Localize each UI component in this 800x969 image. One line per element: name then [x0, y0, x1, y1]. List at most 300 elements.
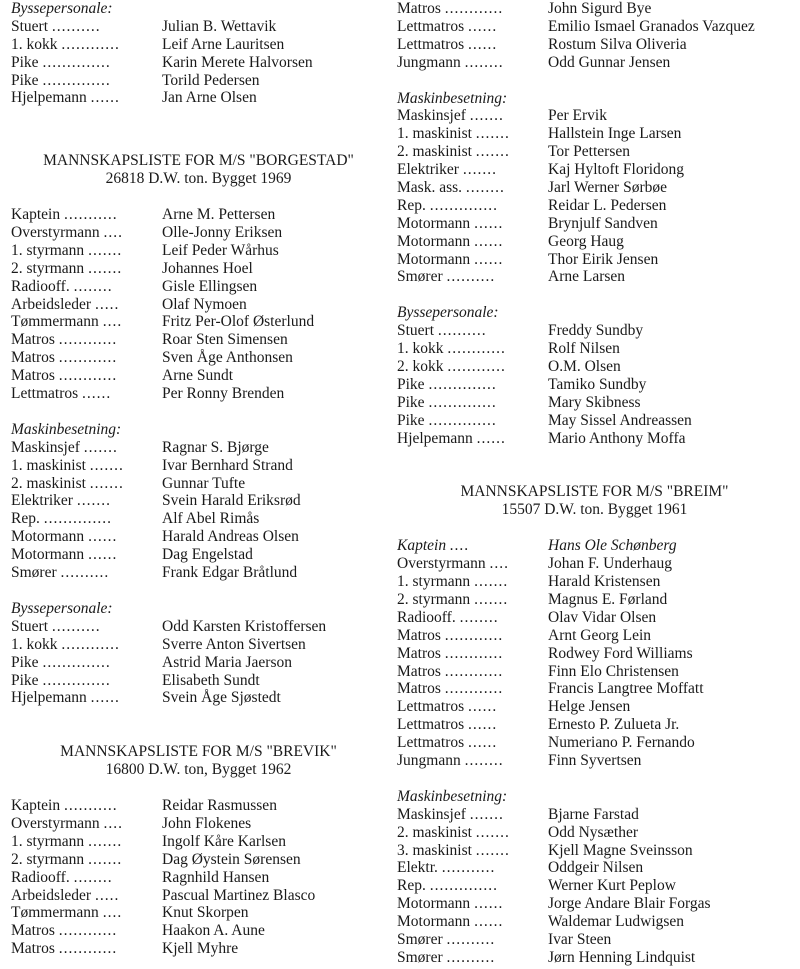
leader-dots: ............	[444, 644, 504, 662]
leader-dots: ............	[444, 626, 504, 644]
leader-dots: ............	[447, 340, 506, 358]
crew-member-name: Hallstein Inge Larsen	[548, 125, 682, 143]
crew-member-name: Thor Eirik Jensen	[548, 250, 659, 268]
crew-role	[11, 672, 162, 690]
ship-list-title: MANNSKAPSLISTE FOR M/S "BREVIK"	[60, 743, 337, 761]
crew-member-name: Ernesto P. Zulueta Jr.	[548, 716, 680, 734]
crew-member-name: Oddgeir Nilsen	[548, 859, 644, 877]
leader-dots: ......	[474, 232, 504, 250]
crew-role-label: Jungmann	[397, 751, 461, 769]
leader-dots: ......	[474, 250, 504, 268]
crew-role	[11, 89, 162, 107]
crew-row	[397, 215, 792, 233]
crew-role	[397, 18, 548, 36]
leader-dots: ........	[464, 751, 504, 769]
crew-role	[11, 564, 162, 582]
crew-role	[397, 806, 548, 824]
leader-dots: ............	[61, 635, 120, 653]
crew-row	[397, 358, 792, 376]
crew-row	[11, 206, 386, 224]
ship-list-title: 15507 D.W. ton. Bygget 1961	[501, 501, 688, 519]
crew-row	[397, 859, 792, 877]
crew-role	[397, 573, 548, 591]
crew-role	[397, 179, 548, 197]
crew-member-name: Karin Merete Halvorsen	[162, 53, 313, 71]
crew-member-name: Numeriano P. Fernando	[548, 734, 695, 752]
crew-role-label: Overstyrmann	[11, 224, 100, 242]
crew-row	[397, 268, 792, 286]
crew-role	[11, 797, 162, 815]
crew-member-name: Svein Åge Sjøstedt	[162, 689, 281, 707]
crew-role	[397, 197, 548, 215]
crew-row	[11, 313, 386, 331]
crew-role-label: Lettmatros	[397, 716, 465, 734]
crew-role-label: 1. styrmann	[11, 241, 85, 259]
crew-row	[11, 296, 386, 314]
crew-row	[11, 564, 386, 582]
crew-role	[397, 680, 548, 698]
crew-role-label: Pike	[397, 375, 425, 393]
crew-role-label: Stuert	[11, 17, 49, 35]
crew-role-label: Motormann	[397, 214, 471, 232]
crew-row	[11, 618, 386, 636]
crew-role-label: Motormann	[11, 528, 85, 546]
crew-role	[397, 125, 548, 143]
crew-role-label: Tømmermann	[11, 904, 99, 922]
crew-role-label: Smører	[11, 564, 57, 582]
crew-member-name: Gunnar Tufte	[162, 474, 246, 492]
crew-row	[11, 54, 386, 72]
crew-row	[397, 680, 792, 698]
crew-role-label: Pike	[11, 671, 39, 689]
leader-dots: ........	[465, 179, 505, 197]
crew-member-name: Leif Arne Lauritsen	[162, 35, 285, 53]
crew-role	[397, 931, 548, 949]
crew-role-label: Maskinsjef	[397, 107, 466, 125]
spacer	[397, 286, 792, 304]
crew-member-name: Magnus E. Førland	[548, 590, 668, 608]
leader-dots: ............	[58, 367, 118, 385]
crew-role-label: Pike	[397, 393, 425, 411]
crew-row	[11, 815, 386, 833]
crew-role-label: Elektr.	[397, 859, 438, 877]
crew-row	[11, 224, 386, 242]
crew-role-label: Lettmatros	[397, 35, 465, 53]
crew-role	[397, 609, 548, 627]
crew-row	[11, 475, 386, 493]
crew-row	[397, 842, 792, 860]
crew-role	[397, 859, 548, 877]
leader-dots: .......	[88, 850, 123, 868]
crew-member-name: Emilio Ismael Granados Vazquez	[548, 17, 755, 35]
leader-dots: ....	[102, 904, 123, 922]
leader-dots: ...........	[441, 859, 496, 877]
leader-dots: ..............	[42, 71, 111, 89]
crew-member-name: Brynjulf Sandven	[548, 214, 658, 232]
crew-role-label: Tømmermann	[11, 313, 99, 331]
crew-role-label: Matros	[397, 662, 441, 680]
leader-dots: ..........	[446, 268, 496, 286]
leader-dots: ....	[103, 224, 124, 242]
crew-role	[11, 439, 162, 457]
crew-member-name: Gisle Ellingsen	[162, 277, 258, 295]
leader-dots: ..............	[428, 411, 497, 429]
crew-role-label: Matros	[11, 367, 55, 385]
spacer	[11, 707, 386, 743]
leader-dots: ......	[468, 35, 498, 53]
crew-role	[397, 663, 548, 681]
crew-role	[397, 233, 548, 251]
crew-role-label: 2. styrmann	[397, 590, 471, 608]
leader-dots: ....	[449, 537, 470, 555]
crew-role	[397, 842, 548, 860]
spacer	[11, 779, 386, 797]
crew-member-name: John Flokenes	[162, 814, 252, 832]
crew-role-label: Overstyrmann	[11, 814, 100, 832]
leader-dots: ............	[444, 680, 504, 698]
crew-member-name: Olav Vidar Olsen	[548, 608, 657, 626]
crew-row	[11, 331, 386, 349]
crew-role-label: 1. kokk	[397, 340, 444, 358]
ship-list-title: 16800 D.W. ton, Bygget 1962	[105, 761, 292, 779]
crew-role-label: Jungmann	[397, 53, 461, 71]
leader-dots: ..............	[429, 196, 498, 214]
crew-row	[11, 18, 386, 36]
crew-role	[11, 54, 162, 72]
crew-role	[11, 654, 162, 672]
crew-row	[11, 689, 386, 707]
leader-dots: ...........	[63, 797, 118, 815]
crew-role-label: Motormann	[397, 250, 471, 268]
crew-member-name: Helge Jensen	[548, 698, 631, 716]
crew-member-name: Olaf Nymoen	[162, 295, 247, 313]
crew-member-name: Pascual Martinez Blasco	[162, 886, 316, 904]
crew-role	[397, 376, 548, 394]
crew-row	[397, 877, 792, 895]
crew-row	[397, 143, 792, 161]
crew-member-name: Per Ronny Brenden	[162, 385, 285, 403]
crew-row	[11, 940, 386, 958]
crew-role-label: 1. styrmann	[397, 573, 471, 591]
leader-dots: ..........	[446, 930, 496, 948]
leader-dots: ..............	[428, 393, 497, 411]
crew-row	[397, 430, 792, 448]
crew-role-label: Elektriker	[397, 161, 459, 179]
leader-dots: ....	[102, 313, 123, 331]
crew-role	[11, 331, 162, 349]
crew-member-name: Dag Øystein Sørensen	[162, 850, 301, 868]
crew-role	[11, 36, 162, 54]
crew-row	[397, 591, 792, 609]
crew-member-name: Sven Åge Anthonsen	[162, 349, 293, 367]
crew-member-name: Georg Haug	[548, 232, 624, 250]
crew-role	[397, 358, 548, 376]
crew-role-label: Smører	[397, 930, 443, 948]
crew-member-name: Per Ervik	[548, 107, 607, 125]
crew-member-name: Mario Anthony Moffa	[548, 429, 686, 447]
section-subheading: Maskinbesetning:	[11, 420, 122, 438]
crew-member-name: Fritz Per-Olof Østerlund	[162, 313, 315, 331]
leader-dots: ............	[447, 358, 506, 376]
section-subheading: Maskinbesetning:	[397, 787, 508, 805]
leader-dots: ............	[61, 35, 120, 53]
ship-list-title: MANNSKAPSLISTE FOR M/S "BORGESTAD"	[43, 152, 354, 170]
crew-row	[397, 376, 792, 394]
leader-dots: ..........	[51, 617, 101, 635]
crew-role-label: Smører	[397, 268, 443, 286]
crew-member-name: Arne Sundt	[162, 367, 234, 385]
crew-role	[11, 689, 162, 707]
leader-dots: .....	[94, 295, 120, 313]
crew-member-name: Kjell Magne Sveinsson	[548, 841, 693, 859]
leader-dots: ............	[58, 940, 118, 958]
crew-role	[11, 869, 162, 887]
crew-row	[397, 179, 792, 197]
leader-dots: ..........	[446, 948, 496, 966]
leader-dots: ...........	[63, 206, 118, 224]
leader-dots: ......	[88, 546, 118, 564]
leader-dots: ....	[103, 814, 124, 832]
leader-dots: ..........	[437, 322, 487, 340]
leader-dots: ......	[82, 385, 112, 403]
leader-dots: ......	[468, 734, 498, 752]
crew-role	[397, 698, 548, 716]
crew-member-name: Arnt Georg Lein	[548, 626, 652, 644]
crew-member-name: Svein Harald Eriksrød	[162, 492, 301, 510]
crew-role-label: 3. maskinist	[397, 841, 472, 859]
crew-role-label: Lettmatros	[397, 734, 465, 752]
leader-dots: ......	[468, 17, 498, 35]
crew-role-label: Matros	[11, 331, 55, 349]
crew-role	[397, 537, 548, 555]
leader-dots: ............	[58, 331, 118, 349]
crew-role	[11, 224, 162, 242]
crew-row	[397, 322, 792, 340]
crew-member-name: John Sigurd Bye	[548, 0, 652, 17]
crew-row	[397, 716, 792, 734]
crew-member-name: Ingolf Kåre Karlsen	[162, 832, 286, 850]
crew-role-label: 2. maskinist	[397, 823, 472, 841]
crew-role-label: 1. maskinist	[11, 456, 86, 474]
crew-role-label: Mask. ass.	[397, 179, 463, 197]
leader-dots: ..............	[428, 375, 497, 393]
crew-row	[397, 573, 792, 591]
right-column	[397, 0, 792, 967]
leader-dots: .......	[76, 492, 111, 510]
leader-dots: ..............	[42, 653, 111, 671]
leader-dots: ........	[73, 277, 113, 295]
crew-member-name: Julian B. Wettavik	[162, 17, 277, 35]
crew-role-label: 1. styrmann	[11, 832, 85, 850]
crew-row	[11, 833, 386, 851]
leader-dots: ......	[468, 698, 498, 716]
crew-role	[397, 36, 548, 54]
leader-dots: ......	[88, 528, 118, 546]
crew-row	[11, 654, 386, 672]
crew-role	[397, 949, 548, 967]
section-subheading: Byssepersonale:	[11, 0, 113, 17]
leader-dots: ......	[474, 214, 504, 232]
crew-role	[11, 72, 162, 90]
leader-dots: .......	[89, 474, 124, 492]
crew-member-name: Reidar L. Pedersen	[548, 196, 667, 214]
crew-role	[397, 54, 548, 72]
crew-member-name: Ragnhild Hansen	[162, 868, 270, 886]
crew-role-label: Stuert	[11, 617, 49, 635]
crew-row	[397, 107, 792, 125]
crew-row	[11, 904, 386, 922]
crew-member-name: Ivar Bernhard Strand	[162, 456, 293, 474]
crew-role-label: Elektriker	[11, 492, 73, 510]
crew-role	[397, 412, 548, 430]
leader-dots: ......	[476, 429, 506, 447]
crew-member-name: Roar Sten Simensen	[162, 331, 288, 349]
crew-member-name: Odd Karsten Kristoffersen	[162, 617, 327, 635]
crew-role	[397, 877, 548, 895]
section-subheading: Byssepersonale:	[397, 304, 499, 322]
crew-role-label: 2. maskinist	[397, 143, 472, 161]
crew-row	[11, 367, 386, 385]
crew-row	[397, 949, 792, 967]
crew-role	[397, 161, 548, 179]
spacer	[397, 72, 792, 90]
crew-row	[397, 645, 792, 663]
crew-member-name: Knut Skorpen	[162, 904, 249, 922]
leader-dots: ......	[90, 89, 120, 107]
crew-member-name: Odd Nysæther	[548, 823, 638, 841]
crew-member-name: Alf Abel Rimås	[162, 510, 260, 528]
crew-member-name: Astrid Maria Jaerson	[162, 653, 292, 671]
crew-row	[11, 672, 386, 690]
crew-role-label: 1. maskinist	[397, 125, 472, 143]
crew-row	[397, 734, 792, 752]
crew-role-label: 2. kokk	[397, 358, 444, 376]
leader-dots: ......	[468, 716, 498, 734]
crew-role	[11, 492, 162, 510]
leader-dots: ..........	[51, 17, 101, 35]
crew-role-label: Matros	[397, 680, 441, 698]
crew-member-name: Finn Syvertsen	[548, 751, 642, 769]
crew-row	[11, 851, 386, 869]
leader-dots: ..............	[43, 510, 112, 528]
crew-row	[11, 385, 386, 403]
crew-row	[397, 394, 792, 412]
crew-role-label: Arbeidsleder	[11, 295, 92, 313]
crew-role-label: Maskinsjef	[11, 438, 80, 456]
spacer	[397, 447, 792, 483]
crew-role-label: Matros	[397, 0, 441, 17]
crew-role-label: Kaptein	[11, 206, 61, 224]
crew-member-name: Jarl Werner Sørbøe	[548, 179, 667, 197]
spacer	[11, 188, 386, 206]
crew-row	[397, 161, 792, 179]
crew-row	[397, 197, 792, 215]
crew-member-name: Hans Ole Schønberg	[548, 537, 677, 555]
crew-row	[397, 931, 792, 949]
crew-role-label: Rep.	[11, 510, 40, 528]
ship-list-title: 26818 D.W. ton. Bygget 1969	[105, 170, 292, 188]
crew-role-label: Overstyrmann	[397, 555, 486, 573]
crew-role	[397, 107, 548, 125]
crew-role	[11, 833, 162, 851]
crew-role-label: Arbeidsleder	[11, 886, 92, 904]
crew-row	[397, 412, 792, 430]
leader-dots: ..............	[42, 671, 111, 689]
crew-row	[397, 0, 792, 18]
crew-role	[11, 510, 162, 528]
leader-dots: .......	[474, 590, 509, 608]
leader-dots: ..............	[429, 877, 498, 895]
crew-row	[11, 546, 386, 564]
crew-row	[397, 663, 792, 681]
crew-role-label: Motormann	[397, 913, 471, 931]
crew-role	[11, 278, 162, 296]
crew-role-label: Pike	[11, 653, 39, 671]
leader-dots: .......	[469, 805, 504, 823]
left-column	[11, 0, 386, 958]
crew-member-name: Olle-Jonny Eriksen	[162, 224, 283, 242]
crew-role-label: Matros	[11, 940, 55, 958]
leader-dots: .......	[474, 573, 509, 591]
leader-dots: .......	[475, 143, 510, 161]
crew-row	[397, 824, 792, 842]
leader-dots: ......	[90, 689, 120, 707]
crew-role	[397, 394, 548, 412]
crew-role-label: Matros	[397, 644, 441, 662]
crew-member-name: Sverre Anton Sivertsen	[162, 635, 306, 653]
crew-role-label: Rep.	[397, 877, 426, 895]
crew-role	[397, 430, 548, 448]
crew-role-label: Maskinsjef	[397, 805, 466, 823]
crew-role-label: Rep.	[397, 196, 426, 214]
crew-role	[11, 904, 162, 922]
leader-dots: .....	[94, 886, 120, 904]
crew-role	[397, 143, 548, 161]
leader-dots: ........	[73, 868, 113, 886]
leader-dots: .......	[469, 107, 504, 125]
crew-row	[11, 887, 386, 905]
leader-dots: .......	[475, 841, 510, 859]
crew-member-name: O.M. Olsen	[548, 358, 621, 376]
crew-role	[397, 340, 548, 358]
crew-role	[11, 528, 162, 546]
crew-row	[397, 806, 792, 824]
crew-row	[11, 528, 386, 546]
leader-dots: .......	[462, 161, 497, 179]
crew-row	[397, 125, 792, 143]
crew-role	[397, 716, 548, 734]
crew-role	[397, 824, 548, 842]
crew-role	[397, 215, 548, 233]
leader-dots: ....	[489, 555, 510, 573]
crew-role-label: Kaptein	[11, 797, 61, 815]
crew-row	[397, 233, 792, 251]
crew-row	[11, 457, 386, 475]
crew-role	[397, 591, 548, 609]
crew-member-name: Rodwey Ford Williams	[548, 644, 693, 662]
crew-role	[11, 313, 162, 331]
crew-role-label: 2. maskinist	[11, 474, 86, 492]
leader-dots: .......	[83, 438, 118, 456]
leader-dots: .......	[89, 456, 124, 474]
leader-dots: ............	[58, 349, 118, 367]
crew-role	[11, 242, 162, 260]
crew-role-label: 2. styrmann	[11, 259, 85, 277]
crew-member-name: Jørn Henning Lindquist	[548, 948, 696, 966]
crew-role-label: Radiooff.	[11, 868, 70, 886]
crew-role-label: Motormann	[397, 232, 471, 250]
crew-role	[11, 206, 162, 224]
